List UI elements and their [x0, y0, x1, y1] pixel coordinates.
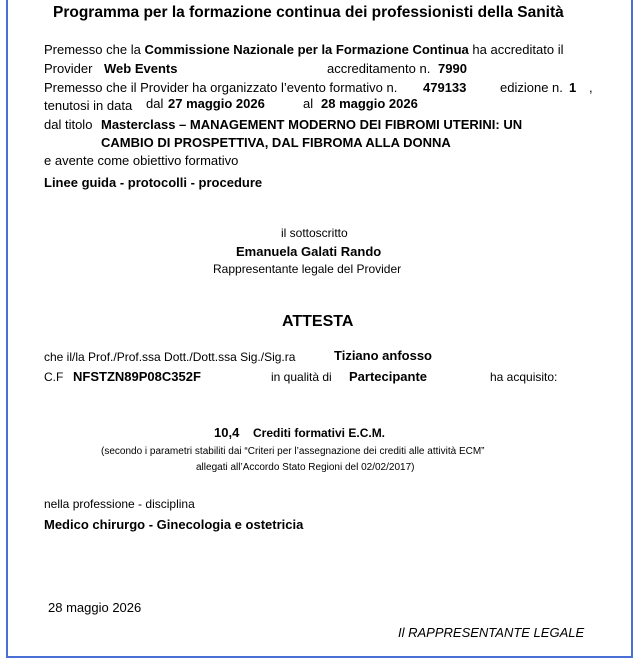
- objective-label: e avente come obiettivo formativo: [44, 153, 239, 168]
- held-label: tenutosi in data: [44, 98, 133, 113]
- signatory-role: Rappresentante legale del Provider: [213, 262, 402, 276]
- acquired-label: ha acquisito:: [490, 370, 558, 384]
- provider-name: Web Events: [104, 61, 178, 76]
- accreditation-number: 7990: [438, 61, 467, 76]
- from-label: dal: [146, 96, 164, 111]
- profession-label: nella professione - disciplina: [44, 497, 195, 511]
- title-label: dal titolo: [44, 117, 93, 132]
- event-title-line2: CAMBIO DI PROSPETTIVA, DAL FIBROMA ALLA DONNA: [101, 135, 451, 150]
- quality-value: Partecipante: [349, 369, 428, 384]
- cf-label: C.F: [44, 370, 64, 384]
- profession-value: Medico chirurgo - Ginecologia e ostetricia: [44, 517, 304, 532]
- participant-intro: che il/la Prof./Prof.ssa Dott./Dott.ssa Sig./Sig.ra: [44, 350, 296, 364]
- provider-intro-text: Premesso che la: [44, 42, 141, 57]
- objective-value: Linee guida - protocolli - procedure: [44, 175, 263, 190]
- event-number: 479133: [423, 80, 467, 95]
- date-to: 28 maggio 2026: [321, 96, 418, 111]
- edition-label: edizione n.: [500, 80, 563, 95]
- attesta-heading: ATTESTA: [282, 313, 354, 330]
- cf-value: NFSTZN89P08C352F: [73, 369, 201, 384]
- credits-note-line2: allegati all’Accordo Stato Regioni del 02/02/2017): [196, 462, 415, 473]
- to-label: al: [303, 96, 314, 111]
- edition-number: 1: [569, 80, 577, 95]
- participant-name: Tiziano anfosso: [334, 348, 432, 363]
- legal-representative-label: Il RAPPRESENTANTE LEGALE: [398, 625, 585, 640]
- provider-intro: [44, 42, 563, 57]
- page-title: Programma per la formazione continua dei professionisti della Sanità: [53, 4, 564, 21]
- accreditation-label: accreditamento n.: [327, 61, 431, 76]
- provider-label: Provider: [44, 61, 93, 76]
- signatory-name: Emanuela Galati Rando: [236, 244, 382, 259]
- event-title-line1: Masterclass – MANAGEMENT MODERNO DEI FIBROMI UTERINI: UN: [101, 117, 523, 132]
- event-intro: Premesso che il Provider ha organizzato l’evento formativo n.: [44, 80, 398, 95]
- edition-comma: ,: [589, 80, 593, 95]
- quality-label: in qualità di: [271, 370, 332, 384]
- credits-label: Crediti formativi E.C.M.: [253, 426, 386, 440]
- date-from: 27 maggio 2026: [168, 96, 265, 111]
- credits-amount: 10,4: [214, 425, 240, 440]
- accredited-text: ha accreditato il: [472, 42, 564, 57]
- issue-date: 28 maggio 2026: [48, 600, 142, 615]
- commission-name: Commissione Nazionale per la Formazione Continua: [144, 42, 469, 57]
- credits-note-line1: (secondo i parametri stabiliti dai “Criteri per l’assegnazione dei crediti alle attività ECM”: [101, 446, 485, 457]
- undersigned-label: il sottoscritto: [281, 226, 348, 240]
